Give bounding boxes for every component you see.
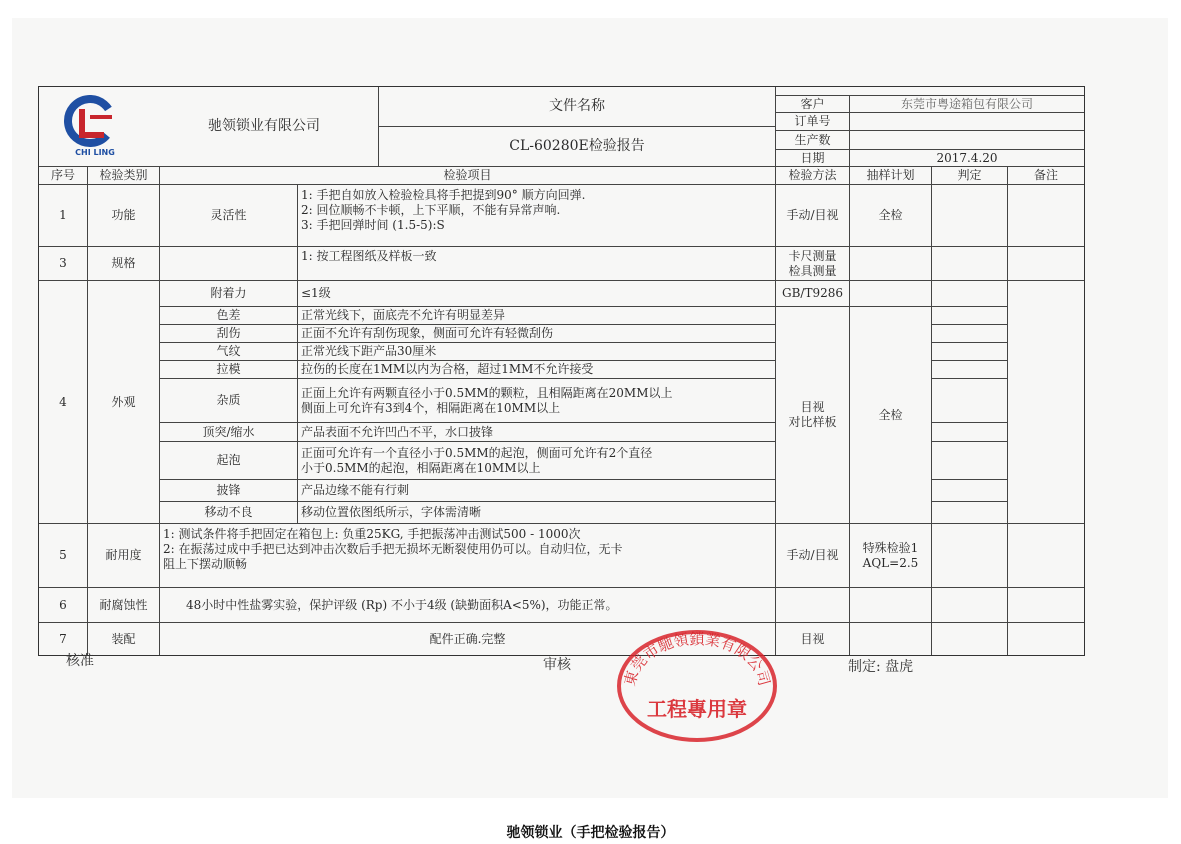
maker-label: 制定: 盘虎 xyxy=(848,659,914,675)
appearance-spec: 移动位置依图纸所示，字体需清晰 xyxy=(298,502,776,524)
header-item: 检验项目 xyxy=(160,167,776,185)
row5-sampling: 特殊检验1 AQL=2.5 xyxy=(850,524,932,588)
row1-sub: 灵活性 xyxy=(160,185,298,247)
quantity-value xyxy=(850,131,1084,150)
row4-category: 外观 xyxy=(88,281,160,524)
row7-no: 7 xyxy=(39,623,88,655)
row1-no: 1 xyxy=(39,185,88,247)
header-remark: 备注 xyxy=(1008,167,1084,185)
appearance-spec: 正面不允许有刮伤现象，侧面可允许有轻微刮伤 xyxy=(298,325,776,343)
date-label: 日期 xyxy=(776,150,850,167)
row1-method: 手动/目视 xyxy=(776,185,850,247)
quantity-label: 生产数 xyxy=(776,131,850,150)
approve-label: 核准 xyxy=(66,653,94,669)
appearance-sub: 拉模 xyxy=(160,361,298,379)
row5-category: 耐用度 xyxy=(88,524,160,588)
appearance-sub: 附着力 xyxy=(160,281,298,307)
row1-sampling: 全检 xyxy=(850,185,932,247)
appearance-spec: 正面上允许有两颗直径小于0.5MM的颗粒，且相隔距离在20MM以上 侧面上可允许有3到4个，相隔距离在10MM以上 xyxy=(298,379,776,423)
company-name: 驰领锁业有限公司 xyxy=(39,87,379,167)
row5-no: 5 xyxy=(39,524,88,588)
header-no: 序号 xyxy=(39,167,88,185)
row6-category: 耐腐蚀性 xyxy=(88,588,160,623)
row5-spec: 1: 测试条件将手把固定在箱包上: 负重25KG, 手把振荡冲击测试500 - 1000次 2: 在振荡过成中手把已达到冲击次数后手把无损坏无断裂使用仍可以。自动归位，无卡 阻上下摆动顺畅 xyxy=(160,524,776,588)
customer-value: 东莞市粤途箱包有限公司 xyxy=(850,95,1084,113)
seal-center-text: 工程專用章 xyxy=(647,697,747,721)
appearance-sub: 移动不良 xyxy=(160,502,298,524)
appearance-sub: 气纹 xyxy=(160,343,298,361)
row5-method: 手动/目视 xyxy=(776,524,850,588)
row7-spec: 配件正确.完整 xyxy=(160,623,776,655)
row1-spec: 1: 手把自如放入检验检具将手把提到90° 顺方向回弹. 2: 回位顺畅不卡顿，上下平顺，不能有异常声响. 3: 手把回弹时间 (1.5-5):S xyxy=(298,185,776,247)
header-sampling: 抽样计划 xyxy=(850,167,932,185)
appearance-spec: 正常光线下距产品30厘米 xyxy=(298,343,776,361)
row3-spec: 1: 按工程图纸及样板一致 xyxy=(298,247,776,281)
page-caption: 驰领锁业（手把检验报告） xyxy=(506,825,675,841)
row4-method-first: GB/T9286 xyxy=(776,281,850,307)
svg-text:東莞市馳領鎖業有限公司 xyxy=(621,630,774,688)
row6-no: 6 xyxy=(39,588,88,623)
seal-arc-text: 東莞市馳領鎖業有限公司 xyxy=(620,630,774,688)
row7-method: 目视 xyxy=(776,623,850,655)
review-label: 审核 xyxy=(543,657,571,673)
order-no-value xyxy=(850,113,1084,131)
row4-sampling: 全检 xyxy=(850,307,932,524)
company-logo xyxy=(60,95,130,159)
appearance-sub: 顶突/缩水 xyxy=(160,423,298,442)
row1-category: 功能 xyxy=(88,185,160,247)
company-seal xyxy=(615,626,780,746)
header-method: 检验方法 xyxy=(776,167,850,185)
header-category: 检验类别 xyxy=(88,167,160,185)
appearance-sub: 起泡 xyxy=(160,442,298,480)
row3-category: 规格 xyxy=(88,247,160,281)
appearance-sub: 刮伤 xyxy=(160,325,298,343)
doc-title: CL-60280E检验报告 xyxy=(379,127,776,167)
appearance-spec: 产品表面不允许凹凸不平，水口披锋 xyxy=(298,423,776,442)
row4-method: 目视 对比样板 xyxy=(776,307,850,524)
row3-no: 3 xyxy=(39,247,88,281)
appearance-spec: 拉伤的长度在1MM以内为合格，超过1MM不允许接受 xyxy=(298,361,776,379)
inspection-report-table xyxy=(38,86,1085,656)
doc-name-label: 文件名称 xyxy=(379,87,776,127)
appearance-sub: 杂质 xyxy=(160,379,298,423)
customer-label: 客户 xyxy=(776,95,850,113)
row7-category: 装配 xyxy=(88,623,160,655)
logo-text: CHI LING xyxy=(75,148,115,157)
row4-no: 4 xyxy=(39,281,88,524)
order-no-label: 订单号 xyxy=(776,113,850,131)
appearance-spec: 正面可允许有一个直径小于0.5MM的起泡，侧面可允许有2个直径 小于0.5MM的起泡，相隔距离在10MM以上 xyxy=(298,442,776,480)
appearance-sub: 色差 xyxy=(160,307,298,325)
appearance-spec: 产品边缘不能有行刺 xyxy=(298,480,776,502)
appearance-spec: ≤1级 xyxy=(298,281,776,307)
header-judge: 判定 xyxy=(932,167,1008,185)
row6-spec: 48小时中性盐雾实验，保护评级 (Rp) 不小于4级 (缺勤面积A<5%)，功能正常。 xyxy=(160,588,776,623)
appearance-spec: 正常光线下，面底壳不允许有明显差异 xyxy=(298,307,776,325)
appearance-sub: 披锋 xyxy=(160,480,298,502)
row3-method: 卡尺测量 检具测量 xyxy=(776,247,850,281)
date-value: 2017.4.20 xyxy=(850,150,1084,167)
